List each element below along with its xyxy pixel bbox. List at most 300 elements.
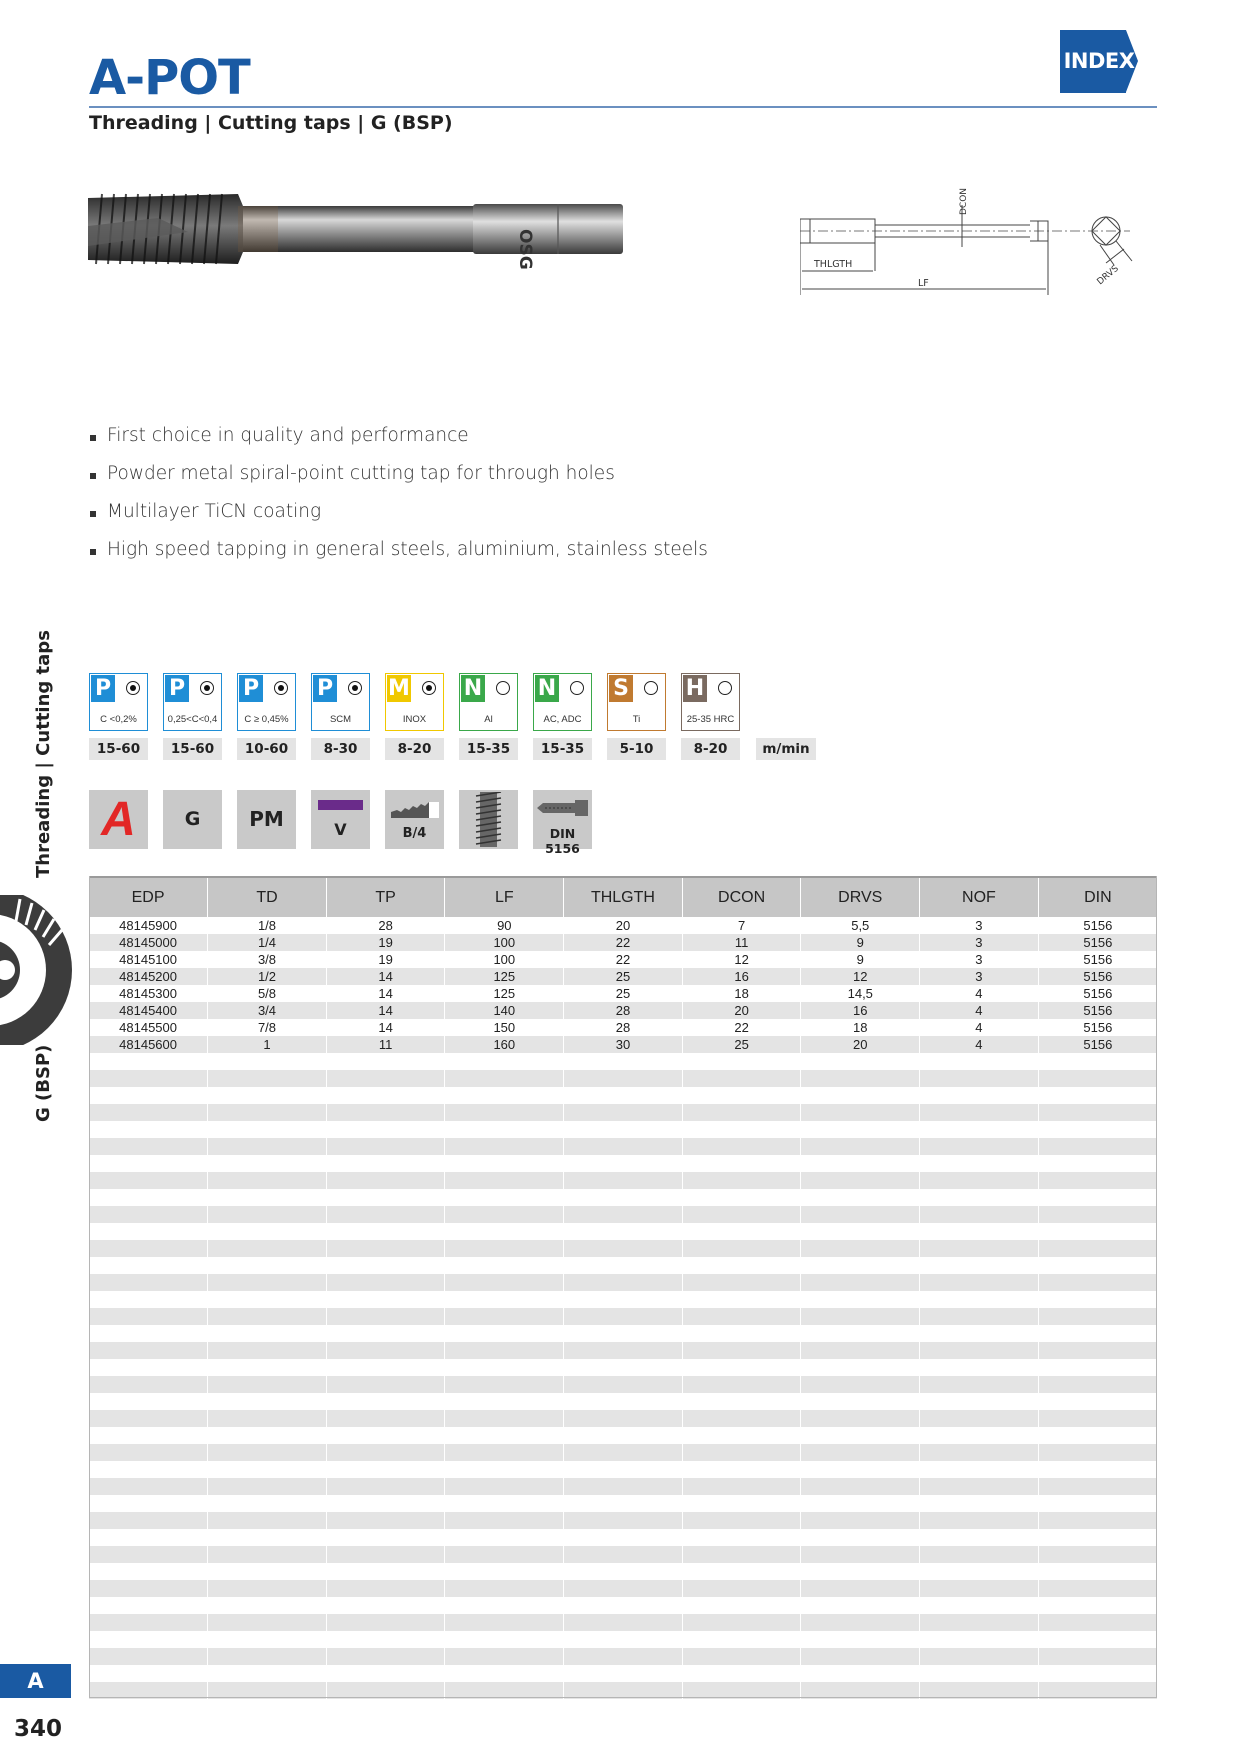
table-cell xyxy=(1038,1325,1157,1342)
table-cell xyxy=(682,1342,801,1359)
table-cell xyxy=(89,1529,208,1546)
table-cell xyxy=(445,1478,564,1495)
table-cell xyxy=(801,1682,920,1699)
table-cell: 5156 xyxy=(1038,934,1157,951)
table-cell xyxy=(682,1172,801,1189)
table-cell xyxy=(682,1427,801,1444)
table-cell xyxy=(801,1665,920,1682)
table-row xyxy=(89,1631,1157,1648)
table-cell xyxy=(920,1580,1039,1597)
table-row xyxy=(89,1529,1157,1546)
table-cell xyxy=(920,1104,1039,1121)
table-cell xyxy=(564,1478,683,1495)
table-cell xyxy=(89,1427,208,1444)
table-row xyxy=(89,1036,1157,1053)
table-cell xyxy=(920,1189,1039,1206)
table-cell: 20 xyxy=(682,1002,801,1019)
table-cell xyxy=(564,1070,683,1087)
table-cell xyxy=(801,1291,920,1308)
suitability-dot-icon xyxy=(126,681,140,695)
table-cell xyxy=(682,1189,801,1206)
table-cell: 16 xyxy=(801,1002,920,1019)
table-cell xyxy=(920,1427,1039,1444)
table-cell xyxy=(682,1155,801,1172)
table-cell xyxy=(801,1546,920,1563)
table-cell xyxy=(920,1648,1039,1665)
table-cell xyxy=(89,1597,208,1614)
table-cell: 90 xyxy=(445,917,564,934)
column-header: NOF xyxy=(920,877,1039,917)
table-cell xyxy=(89,1580,208,1597)
table-cell xyxy=(564,1172,683,1189)
table-cell xyxy=(326,1206,445,1223)
table-cell xyxy=(920,1070,1039,1087)
material-box-s-ti xyxy=(607,673,666,731)
table-cell xyxy=(682,1614,801,1631)
table-row xyxy=(89,1376,1157,1393)
table-cell xyxy=(1038,1682,1157,1699)
table-cell xyxy=(89,1121,208,1138)
table-cell xyxy=(1038,1427,1157,1444)
cutting-speed: 8-20 xyxy=(681,738,740,760)
table-cell xyxy=(1038,1342,1157,1359)
table-cell xyxy=(564,1189,683,1206)
table-cell: 18 xyxy=(801,1019,920,1036)
table-cell xyxy=(326,1138,445,1155)
table-cell: 125 xyxy=(445,968,564,985)
table-cell xyxy=(682,1529,801,1546)
table-row xyxy=(89,1563,1157,1580)
table-cell xyxy=(920,1342,1039,1359)
table-cell xyxy=(208,1495,327,1512)
table-cell xyxy=(445,1087,564,1104)
table-cell xyxy=(326,1359,445,1376)
table-row xyxy=(89,1138,1157,1155)
table-cell xyxy=(1038,1478,1157,1495)
table-row xyxy=(89,1189,1157,1206)
table-cell xyxy=(208,1070,327,1087)
table-cell xyxy=(445,1563,564,1580)
table-cell xyxy=(564,1580,683,1597)
table-cell xyxy=(1038,1308,1157,1325)
table-cell xyxy=(326,1223,445,1240)
speed-unit-label: m/min xyxy=(756,738,816,760)
material-sub-label: INOX xyxy=(402,714,427,725)
table-row xyxy=(89,1597,1157,1614)
table-cell: 1/2 xyxy=(208,968,327,985)
table-cell: 1/4 xyxy=(208,934,327,951)
table-cell xyxy=(89,1206,208,1223)
table-cell: 14,5 xyxy=(801,985,920,1002)
table-cell xyxy=(326,1053,445,1070)
table-cell: 4 xyxy=(920,1019,1039,1036)
material-letter: P xyxy=(165,675,189,702)
table-cell xyxy=(564,1240,683,1257)
table-cell xyxy=(89,1546,208,1563)
table-cell xyxy=(920,1614,1039,1631)
table-row xyxy=(89,1019,1157,1036)
table-cell xyxy=(89,1495,208,1512)
table-cell xyxy=(89,1359,208,1376)
table-cell xyxy=(326,1393,445,1410)
material-box-p-medium-carbon xyxy=(163,673,222,731)
spiral-point-icon xyxy=(474,792,503,847)
table-cell xyxy=(564,1512,683,1529)
table-row xyxy=(89,985,1157,1002)
table-cell xyxy=(208,1393,327,1410)
table-cell xyxy=(445,1546,564,1563)
table-cell xyxy=(564,1104,683,1121)
material-letter: S xyxy=(609,675,633,702)
thread-attribute xyxy=(163,790,222,849)
table-row xyxy=(89,1580,1157,1597)
table-row xyxy=(89,1614,1157,1631)
section-tab[interactable]: A xyxy=(0,1664,71,1698)
table-row xyxy=(89,1342,1157,1359)
table-cell xyxy=(1038,1155,1157,1172)
table-cell xyxy=(1038,1070,1157,1087)
table-cell xyxy=(326,1325,445,1342)
table-cell xyxy=(208,1240,327,1257)
table-row xyxy=(89,1274,1157,1291)
feature-item: High speed tapping in general steels, aluminium, stainless steels xyxy=(90,539,708,577)
table-cell xyxy=(564,1427,683,1444)
material-box-n-al xyxy=(459,673,518,731)
table-cell xyxy=(208,1648,327,1665)
cutting-speed: 15-60 xyxy=(163,738,222,760)
table-cell xyxy=(682,1257,801,1274)
table-cell xyxy=(89,1665,208,1682)
cutting-speed: 15-35 xyxy=(459,738,518,760)
table-cell xyxy=(89,1631,208,1648)
column-header: DRVS xyxy=(801,877,920,917)
table-cell xyxy=(208,1427,327,1444)
material-sub-label: C ≥ 0,45% xyxy=(244,714,289,725)
table-cell xyxy=(801,1495,920,1512)
coating-type: V xyxy=(334,820,347,839)
table-cell xyxy=(801,1342,920,1359)
table-cell xyxy=(89,1461,208,1478)
table-cell xyxy=(326,1172,445,1189)
table-cell xyxy=(445,1444,564,1461)
material-letter: M xyxy=(388,676,410,701)
table-cell: 4 xyxy=(920,1036,1039,1053)
technical-drawing xyxy=(800,185,1170,300)
table-cell xyxy=(564,1444,683,1461)
table-cell xyxy=(920,1172,1039,1189)
table-cell: 5,5 xyxy=(801,917,920,934)
table-cell xyxy=(445,1206,564,1223)
table-cell xyxy=(326,1648,445,1665)
index-button[interactable] xyxy=(1060,30,1142,93)
table-cell xyxy=(326,1240,445,1257)
table-cell xyxy=(208,1546,327,1563)
table-cell xyxy=(326,1070,445,1087)
table-cell xyxy=(682,1563,801,1580)
table-cell xyxy=(920,1240,1039,1257)
table-cell: 22 xyxy=(564,934,683,951)
chamfer-profile-icon xyxy=(391,798,439,818)
material-letter: N xyxy=(461,675,485,702)
table-cell xyxy=(801,1172,920,1189)
table-cell xyxy=(326,1342,445,1359)
table-cell xyxy=(1038,1631,1157,1648)
table-cell: 5156 xyxy=(1038,951,1157,968)
table-cell xyxy=(326,1529,445,1546)
table-cell: 5156 xyxy=(1038,1019,1157,1036)
table-cell xyxy=(682,1070,801,1087)
table-cell: 48145900 xyxy=(89,917,208,934)
table-cell xyxy=(445,1070,564,1087)
table-cell: 3 xyxy=(920,934,1039,951)
table-cell xyxy=(326,1087,445,1104)
table-row xyxy=(89,1444,1157,1461)
table-cell xyxy=(445,1376,564,1393)
table-cell xyxy=(564,1631,683,1648)
table-cell xyxy=(445,1342,564,1359)
table-cell xyxy=(1038,1172,1157,1189)
title-divider xyxy=(89,106,1157,108)
table-cell xyxy=(801,1563,920,1580)
table-cell xyxy=(326,1512,445,1529)
table-cell xyxy=(89,1138,208,1155)
table-cell xyxy=(682,1240,801,1257)
table-cell xyxy=(564,1087,683,1104)
table-row xyxy=(89,1648,1157,1665)
table-cell xyxy=(326,1461,445,1478)
table-cell xyxy=(445,1359,564,1376)
table-cell: 14 xyxy=(326,1002,445,1019)
table-cell: 3 xyxy=(920,968,1039,985)
table-cell: 100 xyxy=(445,951,564,968)
table-cell xyxy=(326,1597,445,1614)
table-cell xyxy=(1038,1376,1157,1393)
table-cell xyxy=(564,1495,683,1512)
column-header: DIN xyxy=(1038,877,1157,917)
column-header: LF xyxy=(445,877,564,917)
table-cell xyxy=(1038,1359,1157,1376)
table-cell xyxy=(89,1410,208,1427)
table-cell xyxy=(89,1376,208,1393)
table-cell xyxy=(1038,1274,1157,1291)
table-cell: 4 xyxy=(920,985,1039,1002)
table-cell: 160 xyxy=(445,1036,564,1053)
material-letter: P xyxy=(91,675,115,702)
table-cell xyxy=(682,1104,801,1121)
table-row xyxy=(89,1155,1157,1172)
table-cell: 5156 xyxy=(1038,985,1157,1002)
table-cell: 48145100 xyxy=(89,951,208,968)
table-cell xyxy=(445,1053,564,1070)
table-cell: 1 xyxy=(208,1036,327,1053)
table-cell: 20 xyxy=(801,1036,920,1053)
column-header: TD xyxy=(208,877,327,917)
table-cell xyxy=(1038,1546,1157,1563)
table-cell xyxy=(208,1206,327,1223)
tab-wheel-icon xyxy=(0,895,80,1045)
table-cell xyxy=(564,1393,683,1410)
table-cell: 25 xyxy=(564,968,683,985)
table-cell xyxy=(682,1223,801,1240)
table-cell xyxy=(564,1138,683,1155)
table-cell xyxy=(801,1461,920,1478)
table-cell xyxy=(89,1070,208,1087)
table-row xyxy=(89,1087,1157,1104)
table-cell xyxy=(682,1274,801,1291)
material-sub-label: Al xyxy=(484,714,493,725)
table-cell xyxy=(445,1393,564,1410)
table-cell xyxy=(208,1291,327,1308)
coating-attribute xyxy=(311,790,370,849)
feature-item: Multilayer TiCN coating xyxy=(90,501,708,539)
table-cell xyxy=(445,1665,564,1682)
table-cell xyxy=(445,1648,564,1665)
table-cell xyxy=(801,1223,920,1240)
table-cell xyxy=(1038,1121,1157,1138)
cutting-speed: 15-35 xyxy=(533,738,592,760)
table-cell xyxy=(920,1308,1039,1325)
table-cell xyxy=(326,1274,445,1291)
table-cell xyxy=(920,1206,1039,1223)
chamfer-form: B/4 xyxy=(402,826,427,841)
table-cell xyxy=(564,1410,683,1427)
tap-profile-icon xyxy=(537,800,588,816)
table-cell xyxy=(801,1427,920,1444)
table-cell xyxy=(208,1478,327,1495)
thlgth-label: THLGTH xyxy=(814,259,853,270)
table-cell xyxy=(1038,1223,1157,1240)
table-row xyxy=(89,1512,1157,1529)
table-cell xyxy=(801,1410,920,1427)
table-cell xyxy=(445,1461,564,1478)
table-cell: 48145300 xyxy=(89,985,208,1002)
table-cell xyxy=(1038,1257,1157,1274)
table-cell xyxy=(920,1291,1039,1308)
table-cell xyxy=(801,1189,920,1206)
table-cell xyxy=(445,1495,564,1512)
table-cell xyxy=(1038,1563,1157,1580)
side-label-subsection: G (BSP) xyxy=(33,1044,54,1122)
table-cell xyxy=(89,1087,208,1104)
table-cell xyxy=(89,1478,208,1495)
table-cell: 5156 xyxy=(1038,1036,1157,1053)
table-cell xyxy=(1038,1393,1157,1410)
table-cell xyxy=(801,1121,920,1138)
table-cell xyxy=(801,1580,920,1597)
table-cell: 48145000 xyxy=(89,934,208,951)
suitability-dot-icon xyxy=(718,681,732,695)
table-cell xyxy=(682,1393,801,1410)
table-cell xyxy=(208,1138,327,1155)
table-cell xyxy=(445,1597,564,1614)
table-cell: 48145500 xyxy=(89,1019,208,1036)
table-cell xyxy=(564,1597,683,1614)
table-cell xyxy=(920,1597,1039,1614)
table-cell xyxy=(682,1325,801,1342)
table-cell xyxy=(326,1427,445,1444)
table-cell: 3 xyxy=(920,917,1039,934)
table-cell: 12 xyxy=(801,968,920,985)
table-row xyxy=(89,968,1157,985)
table-cell: 16 xyxy=(682,968,801,985)
table-cell: 14 xyxy=(326,1019,445,1036)
table-cell xyxy=(564,1529,683,1546)
table-cell xyxy=(682,1580,801,1597)
table-cell xyxy=(920,1359,1039,1376)
material-box-m-inox xyxy=(385,673,444,731)
table-cell xyxy=(920,1563,1039,1580)
table-cell xyxy=(1038,1104,1157,1121)
material-letter: H xyxy=(683,675,707,702)
table-cell: 20 xyxy=(564,917,683,934)
material-box-n-ac-adc xyxy=(533,673,592,731)
table-cell xyxy=(208,1665,327,1682)
table-cell xyxy=(801,1308,920,1325)
table-cell xyxy=(1038,1087,1157,1104)
table-cell xyxy=(89,1155,208,1172)
material-letter: N xyxy=(535,675,559,702)
table-cell xyxy=(682,1597,801,1614)
table-cell xyxy=(208,1512,327,1529)
table-cell xyxy=(208,1087,327,1104)
table-cell xyxy=(564,1121,683,1138)
table-cell xyxy=(682,1291,801,1308)
table-cell: 28 xyxy=(326,917,445,934)
table-cell xyxy=(326,1376,445,1393)
table-row xyxy=(89,917,1157,934)
table-cell xyxy=(801,1478,920,1495)
table-cell: 19 xyxy=(326,951,445,968)
table-cell xyxy=(682,1546,801,1563)
thread-type: G xyxy=(184,808,201,830)
table-row xyxy=(89,1427,1157,1444)
table-cell xyxy=(920,1087,1039,1104)
table-cell xyxy=(208,1631,327,1648)
table-cell xyxy=(564,1546,683,1563)
table-cell xyxy=(682,1631,801,1648)
table-cell xyxy=(1038,1444,1157,1461)
table-cell: 7/8 xyxy=(208,1019,327,1036)
table-row xyxy=(89,1070,1157,1087)
table-cell xyxy=(326,1614,445,1631)
tool-material: PM xyxy=(249,807,284,831)
table-cell xyxy=(89,1291,208,1308)
tool-photo xyxy=(88,188,623,270)
table-cell xyxy=(326,1291,445,1308)
table-cell xyxy=(920,1121,1039,1138)
table-cell xyxy=(682,1053,801,1070)
table-row xyxy=(89,1308,1157,1325)
table-cell xyxy=(920,1665,1039,1682)
table-cell: 1/8 xyxy=(208,917,327,934)
table-row xyxy=(89,934,1157,951)
table-row xyxy=(89,1410,1157,1427)
table-cell xyxy=(326,1121,445,1138)
table-cell xyxy=(89,1342,208,1359)
table-cell xyxy=(801,1512,920,1529)
feature-item: First choice in quality and performance xyxy=(90,425,708,463)
feature-item: Powder metal spiral-point cutting tap for through holes xyxy=(90,463,708,501)
table-cell xyxy=(801,1376,920,1393)
table-row xyxy=(89,1461,1157,1478)
table-cell: 18 xyxy=(682,985,801,1002)
coating-bar-icon xyxy=(318,800,363,810)
table-cell xyxy=(564,1308,683,1325)
table-cell xyxy=(445,1189,564,1206)
table-cell xyxy=(801,1087,920,1104)
material-box-p-low-carbon xyxy=(89,673,148,731)
table-cell xyxy=(682,1478,801,1495)
